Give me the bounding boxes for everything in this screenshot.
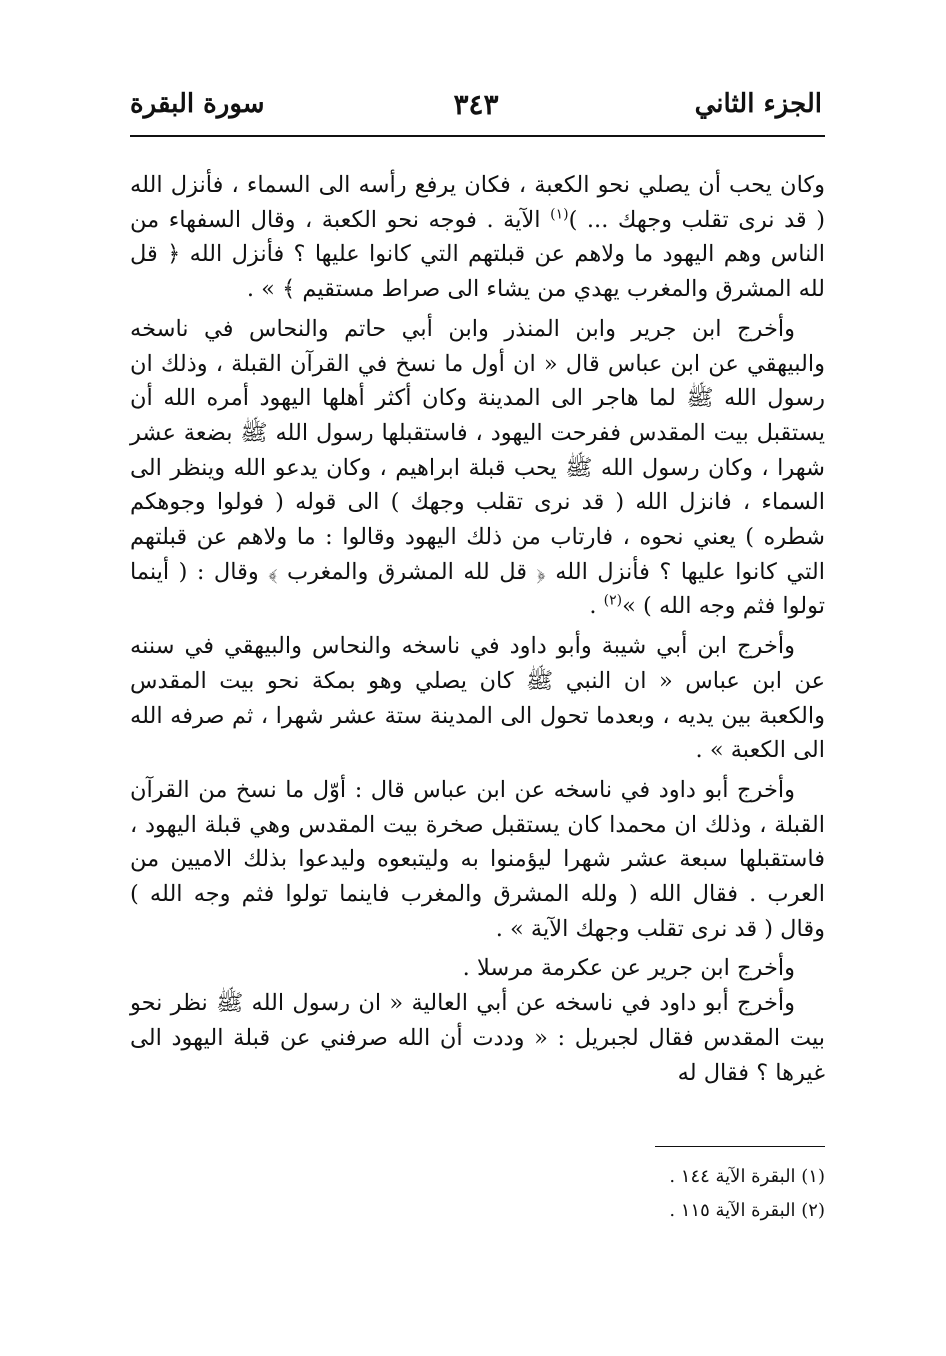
paragraph-5: وأخرج ابن جرير عن عكرمة مرسلا . [462, 955, 795, 982]
header-rule [130, 135, 825, 137]
footnote-ref-1: (١) [550, 206, 569, 223]
surah-title: سورة البقرة [130, 89, 265, 119]
paragraph-2-text: وأخرج ابن جرير وابن المنذر وابن أبي حاتم والنحاس في ناسخه والبيهقي عن ابن عباس قال « ان أول ما نسخ في القرآن القبلة ، وذلك ان رسول الله ﷺ لما هاجر الى المدينة وكان أكثر أهلها اليهود أمره الله أن يستقبل بيت المقدس ففرحت اليهود ، فاستقبلها رسول الله ﷺ بضعة عشر شهرا ، وكان رسول الله ﷺ يحب قبلة ابراهيم ، وكان يدعو الله وينظر الى السماء ، فانزل الله ( قد نرى تقلب وجهك ) الى قوله ( فولوا وجوهكم شطره ) يعني نحوه ، فارتاب من ذلك اليهود وقالوا : ما ولاهم عن قبلتهم التي كانوا عليها ؟ فأنزل الله ﴿ قل لله المشرق والمغرب ﴾ وقال : ( أينما تولوا فثم وجه الله ) » [130, 315, 825, 620]
footnote-rule [655, 1146, 825, 1147]
paragraph-1-text: وكان يحب أن يصلي نحو الكعبة ، فكان يرفع رأسه الى السماء ، فأنزل الله ( قد نرى تقلب وجهك ... ) [130, 172, 826, 233]
paragraph-1-rest: الآية . فوجه نحو الكعبة ، وقال السفهاء من الناس وهم اليهود ما ولاهم عن قبلتهم التي كانوا عليها ؟ فأنزل الله ﴿ قل لله المشرق والمغرب يهدي من يشاء الى صراط مستقيم ﴾ » . [130, 206, 825, 303]
paragraph-4: وأخرج أبو داود في ناسخه عن ابن عباس قال : أوّل ما نسخ من القرآن القبلة ، وذلك ان محمدا كان يستقبل صخرة بيت المقدس وهي قبلة اليهود ، فاستقبلها سبعة عشر شهرا ليؤمنوا به وليتبعوه وليدعوا بذلك الاميين من العرب . فقال الله ( ولله المشرق والمغرب فاينما تولوا فثم وجه الله ) وقال ( قد نرى تقلب وجهك الآية » . [130, 776, 825, 942]
page-body [130, 168, 825, 1090]
footnote-1: (١) البقرة الآية ١٤٤ . [669, 1166, 825, 1187]
paragraph-2: وأخرج ابن جرير وابن المنذر وابن أبي حاتم والنحاس في ناسخه والبيهقي عن ابن عباس قال « ان أول ما نسخ في القرآن القبلة ، وذلك ان رسول الله ﷺ لما هاجر الى المدينة وكان أكثر أهلها اليهود أمره الله أن يستقبل بيت المقدس ففرحت اليهود ، فاستقبلها رسول الله ﷺ بضعة عشر شهرا ، وكان رسول الله ﷺ يحب قبلة ابراهيم ، وكان يدعو الله وينظر الى السماء ، فانزل الله ( قد نرى تقلب وجهك ) الى قوله ( فولوا وجوهكم شطره ) يعني نحوه ، فارتاب من ذلك اليهود وقالوا : ما ولاهم عن قبلتهم التي كانوا عليها ؟ فأنزل الله ﴿ قل لله المشرق والمغرب ﴾ وقال : ( أينما تولوا فثم وجه الله ) »$^{(٢)}$ . [130, 315, 825, 620]
page-number: ٣٤٣ [453, 87, 499, 121]
footnote-ref-2: (٢) [603, 592, 623, 609]
paragraph-3: وأخرج ابن أبي شيبة وأبو داود في ناسخه والنحاس والبيهقي في سننه عن ابن عباس « ان النبي ﷺ كان يصلي وهو بمكة نحو بيت المقدس والكعبة بين يديه ، وبعدما تحول الى المدينة ستة عشر شهرا ، ثم صرفه الله الى الكعبة » . [130, 633, 825, 764]
paragraph-1 [130, 168, 825, 307]
part-title: الجزء الثاني [694, 89, 822, 119]
footnotes [400, 1160, 825, 1228]
page-header [130, 82, 822, 126]
paragraph-6: وأخرج أبو داود في ناسخه عن أبي العالية « ان رسول الله ﷺ نظر نحو بيت المقدس فقال لجبريل : « وددت أن الله صرفني عن قبلة اليهود الى غيرها ؟ فقال له [130, 990, 825, 1086]
footnote-2: (٢) البقرة الآية ١١٥ . [669, 1200, 825, 1221]
